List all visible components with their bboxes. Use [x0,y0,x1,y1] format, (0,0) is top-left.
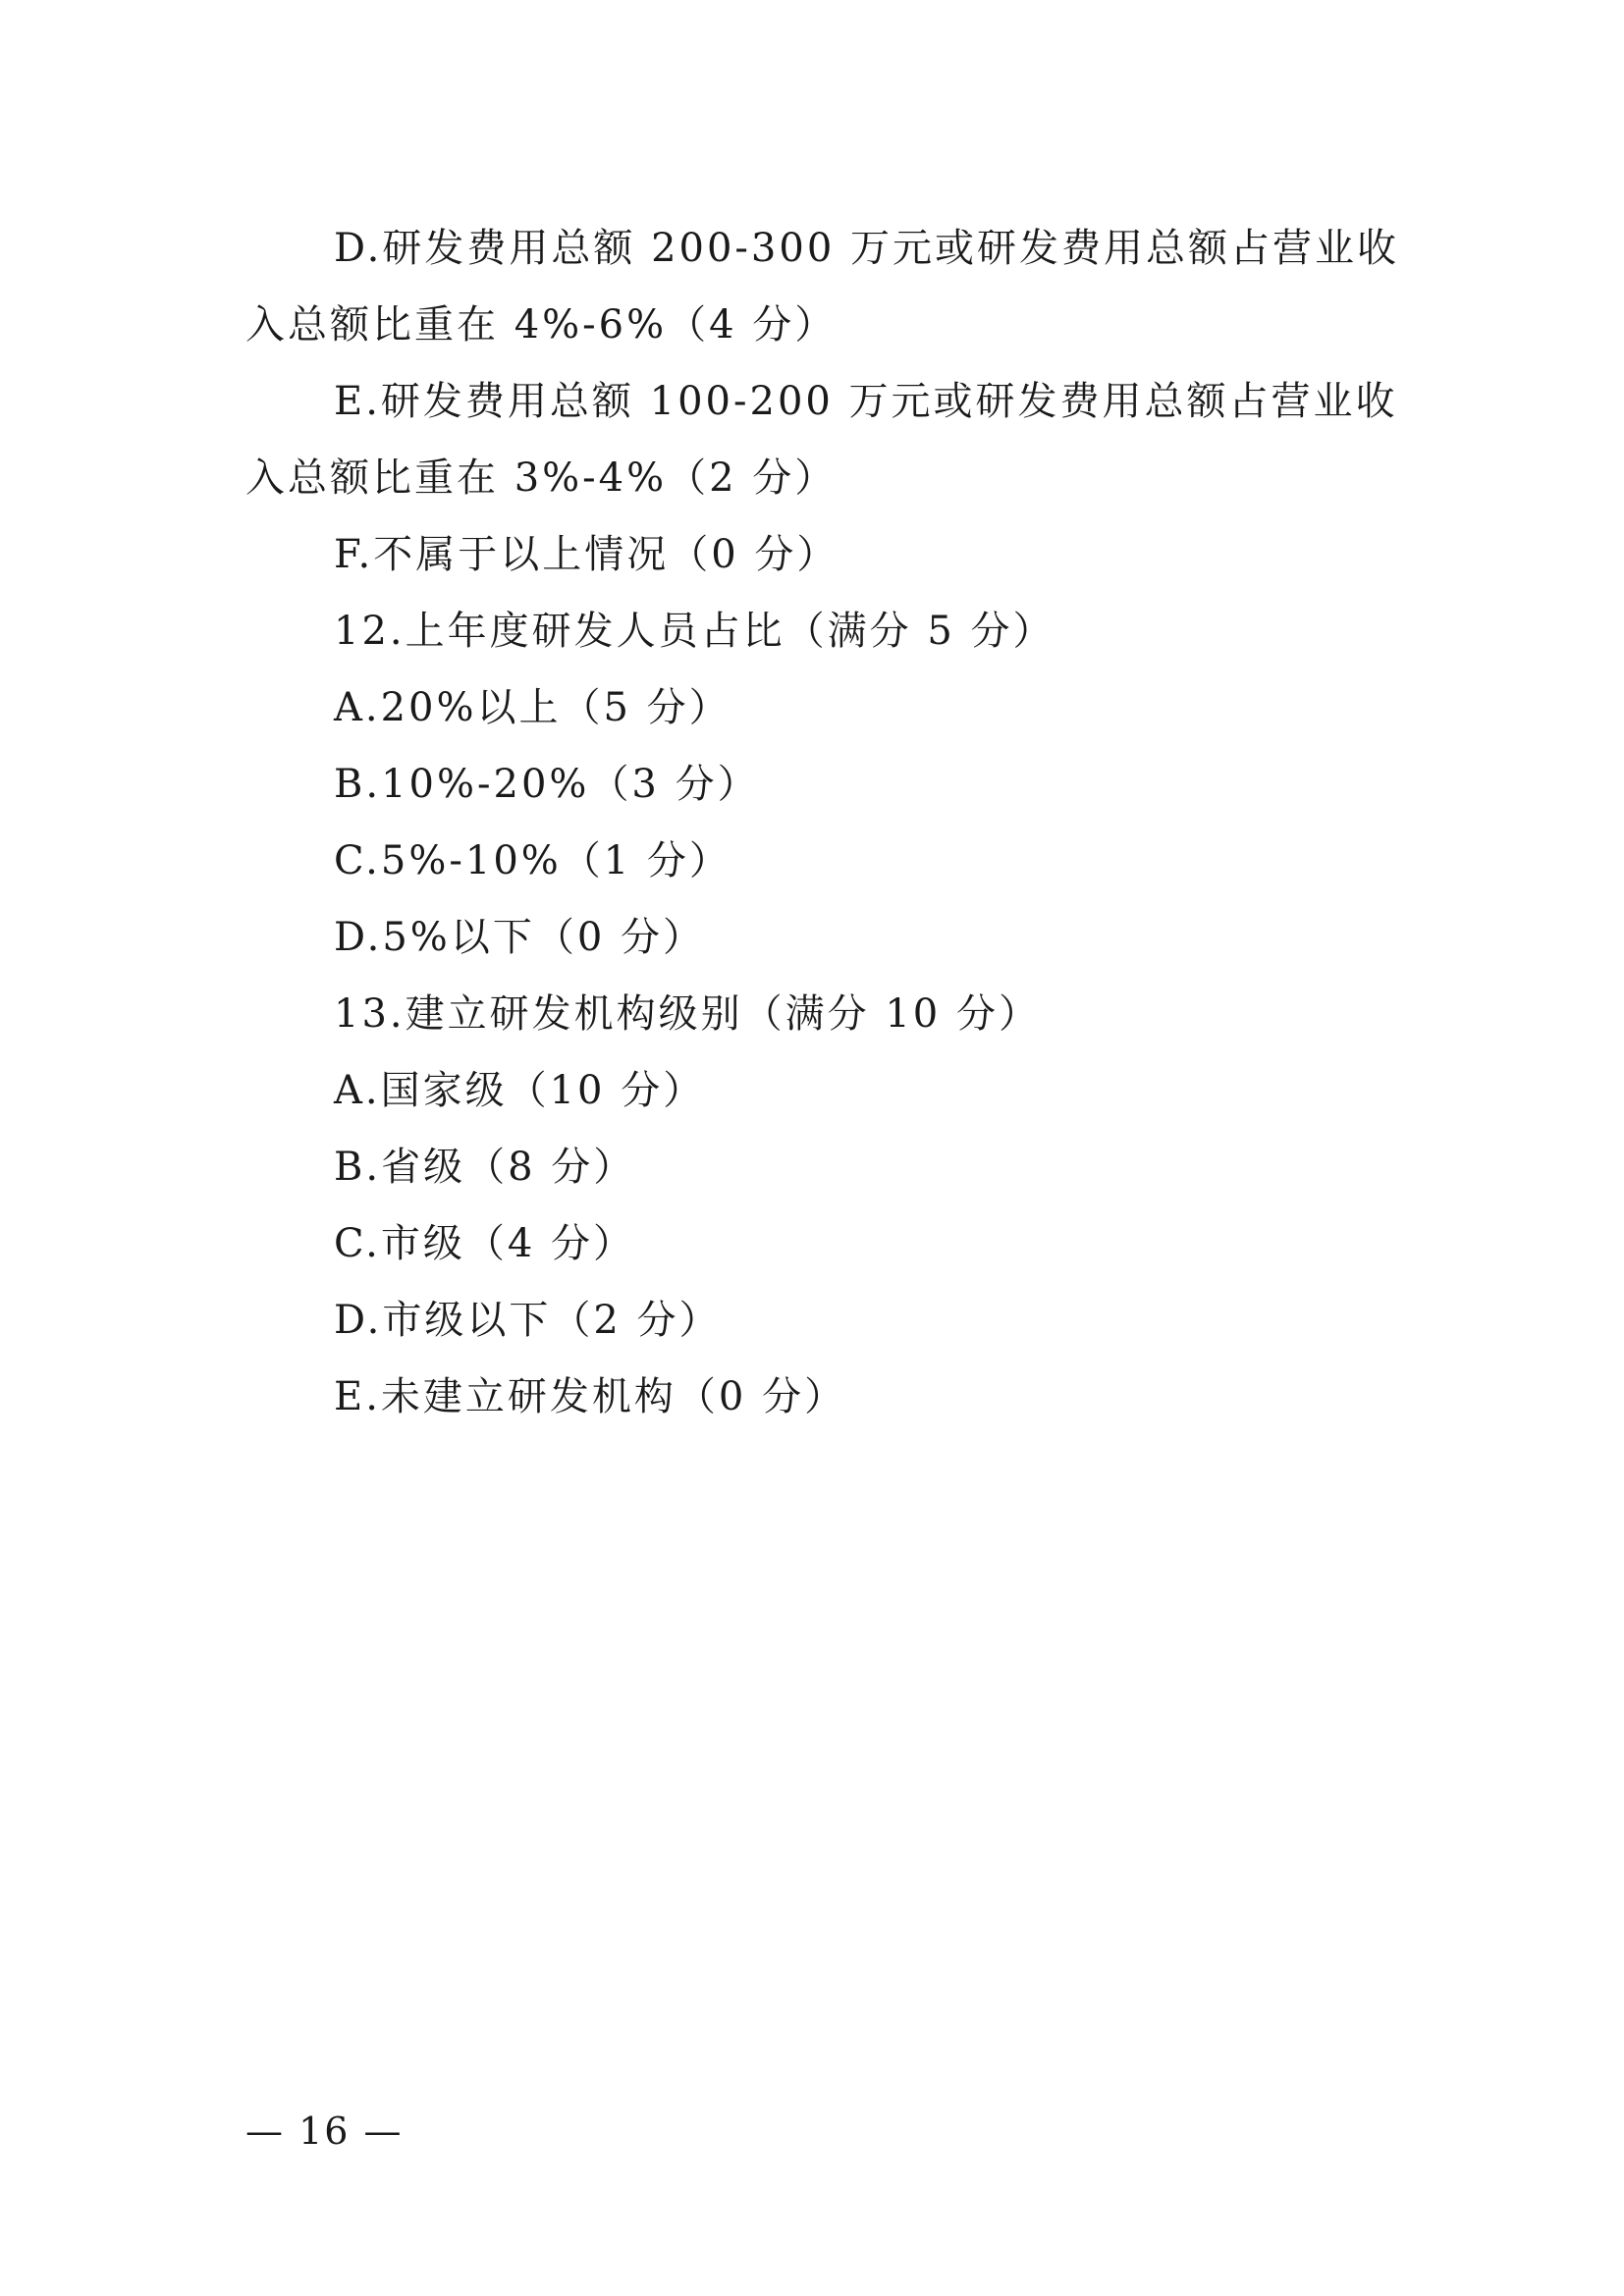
question-13-heading: 13.建立研发机构级别（满分 10 分） [334,991,1041,1037]
q12-option-c: C.5%-10%（1 分） [334,838,731,883]
q12-option-b: B.10%-20%（3 分） [334,762,760,807]
q12-option-a: A.20%以上（5 分） [334,685,731,730]
option-d-rd-expense-line2: 入总额比重在 4%-6%（4 分） [245,302,838,347]
q13-option-b: B.省级（8 分） [334,1145,636,1190]
body-text [245,210,1399,1435]
q13-option-a: A.国家级（10 分） [334,1068,706,1113]
question-12-heading: 12.上年度研发人员占比（满分 5 分） [334,609,1056,654]
option-e-rd-expense-line1: E.研发费用总额 100-200 万元或研发费用总额占营业收 [334,379,1398,424]
option-f-none: F.不属于以上情况（0 分） [334,532,839,577]
page-number: — 16 — [245,2109,404,2153]
option-e-rd-expense-line2: 入总额比重在 3%-4%（2 分） [245,455,838,501]
q13-option-d: D.市级以下（2 分） [334,1298,722,1343]
q13-option-c: C.市级（4 分） [334,1221,636,1266]
option-d-rd-expense-line1: D.研发费用总额 200-300 万元或研发费用总额占营业收 [334,226,1399,271]
q12-option-d: D.5%以下（0 分） [334,915,705,960]
q13-option-e: E.未建立研发机构（0 分） [334,1374,847,1419]
